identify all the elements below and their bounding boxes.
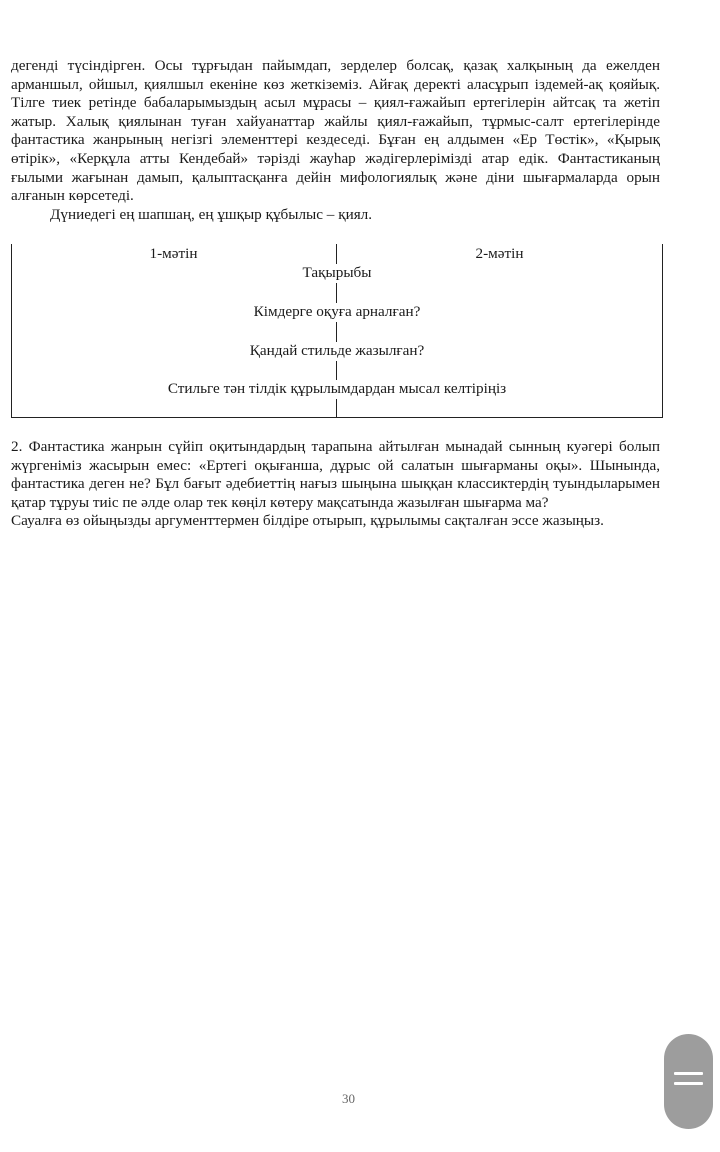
intro-paragraph: дегенді түсіндірген. Осы тұрғыдан пайымдап, зерделер болсақ, қазақ халқының да ежелден арманшыл, ойшыл, қиялшыл екеніне көз жеткіземіз. Айғақ деректі аласұрып іздемей-ақ қояйық. Тілге тиек ретінде бабаларымыздың асыл мұрасы – қиял-ғажайып ертегілерін айтсақ та жетіп жатыр. Халық қиялынан туған хайуанаттар жайлы қиял-ғажайып, тұрмыс-салт ертегілерінде фантастика жанрының негізгі элементтері кездеседі. Бұған ең алдымен «Ер Төстік», «Қырық өтірік», «Керқұла атты Кендебай» тәрізді жауһар жәдігерлерімізді атар едік. Фантастиканың ғылыми жағынан дамып, қалыптасқанға дейін мифологиялық және діни шығармаларда орын алғанын көрсетеді. bbox=[11, 57, 660, 205]
table-row-examples: Стильге тән тілдік құрылымдардан мысал келтіріңіз bbox=[164, 380, 510, 399]
task-2-instruction: Сауалға өз ойыңызды аргументтермен білдіре отырып, құрылымы сақталған эссе жазыңыз. bbox=[11, 512, 604, 530]
comparison-table bbox=[11, 244, 663, 418]
page-number: 30 bbox=[342, 1091, 355, 1106]
table-right-border bbox=[662, 244, 663, 418]
intro-section bbox=[11, 57, 660, 224]
intro-quote: Дүниедегі ең шапшаң, ең ұшқыр құбылыс – қиял. bbox=[50, 205, 373, 223]
table-row-topic: Тақырыбы bbox=[299, 264, 376, 283]
table-header-text-1: 1-мәтін bbox=[149, 245, 198, 262]
task-2-section bbox=[11, 438, 660, 531]
table-header-text-2: 2-мәтін bbox=[475, 245, 524, 262]
menu-button[interactable] bbox=[664, 1034, 713, 1129]
task-2-question: 2. Фантастика жанрын сүйіп оқитындардың тарапына айтылған мынадай сынның куәгері болып жүргеніміз жасырын емес: «Ертегі оқығанша, дұрыс ой салатын шығарманы оқы». Шынында, фантастика деген не? Бұл бағыт әдебиеттің нағыз шыңына шыққан классиктердің туындыларымен қатар тұруы тиіс пе әлде олар тек көңіл көтеру мақсатында жазылған шығарма ма? bbox=[11, 438, 660, 511]
table-row-audience: Кімдерге оқуға арналған? bbox=[250, 303, 425, 322]
table-row-style: Қандай стильде жазылған? bbox=[246, 342, 429, 361]
table-left-border bbox=[11, 244, 12, 418]
table-bottom-border bbox=[11, 417, 663, 418]
